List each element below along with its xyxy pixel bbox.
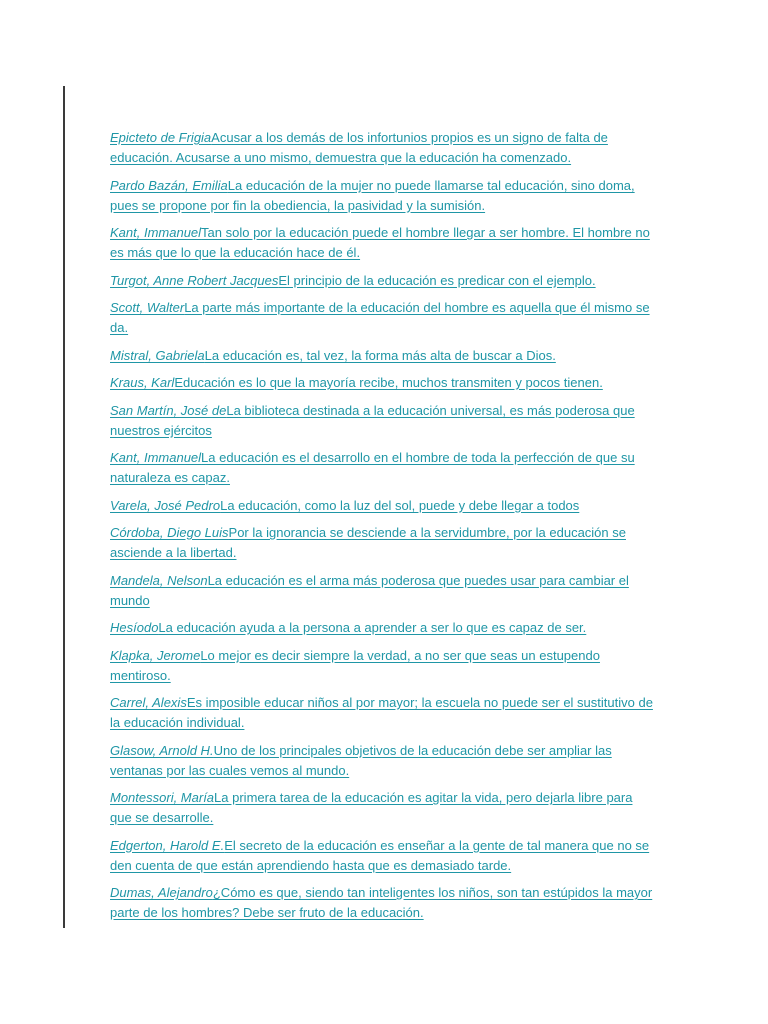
quote-author: Kraus, Karl	[110, 375, 175, 390]
quote-text: Acusar a los demás de los infortunios propios es un signo de falta de educación. Acusarse a uno mismo, demuestra que la educación ha comenzado.	[110, 130, 608, 165]
quote-text: Educación es lo que la mayoría recibe, muchos transmiten y pocos tienen.	[174, 375, 603, 390]
quote-text: La educación de la mujer no puede llamarse tal educación, sino doma, pues se propone por fin la obediencia, la pasividad y la sumisión.	[110, 177, 635, 213]
quote-author: Dumas, Alejandro	[110, 885, 213, 900]
quote-list	[110, 128, 656, 931]
quote-author: Carrel, Alexis	[110, 695, 187, 710]
quote-text: La educación, como la luz del sol, puede y debe llegar a todos	[220, 497, 580, 513]
quote-item[interactable]	[110, 128, 656, 168]
quote-item[interactable]	[110, 271, 656, 291]
quote-text: Lo mejor es decir siempre la verdad, a no ser que seas un estupendo mentiroso.	[110, 647, 600, 683]
quote-author: Kant, Immanuel	[110, 225, 202, 240]
quote-author: Glasow, Arnold H.	[110, 742, 214, 758]
quote-item[interactable]	[110, 693, 656, 733]
quote-text: El principio de la educación es predicar con el ejemplo.	[278, 272, 596, 288]
quote-author: Epicteto de Frigia	[110, 130, 212, 145]
quote-author: Klapka, Jerome	[110, 647, 201, 663]
quote-item[interactable]	[110, 571, 656, 611]
quote-item[interactable]	[110, 618, 656, 638]
quote-author: Mistral, Gabriela	[110, 347, 205, 363]
quote-item[interactable]	[110, 496, 656, 516]
quote-text: Uno de los principales objetivos de la educación debe ser ampliar las ventanas por las cuales vemos al mundo.	[110, 742, 612, 778]
quote-text: La educación es, tal vez, la forma más alta de buscar a Dios.	[204, 347, 556, 363]
quote-text: La primera tarea de la educación es agitar la vida, pero dejarla libre para que se desarrolle.	[110, 790, 633, 825]
quote-author: Hesíodo	[110, 620, 159, 635]
quote-item[interactable]	[110, 223, 656, 263]
quote-item[interactable]	[110, 401, 656, 441]
quote-author: San Martín, José de	[110, 402, 227, 418]
quote-author: Scott, Walter	[110, 300, 185, 315]
quote-item[interactable]	[110, 373, 656, 393]
quote-text: El secreto de la educación es enseñar a la gente de tal manera que no se den cuenta de que están aprendiendo hasta que es demasiado tarde.	[110, 837, 650, 873]
quote-author: Turgot, Anne Robert Jacques	[110, 272, 279, 288]
quote-item[interactable]	[110, 883, 656, 923]
quote-text: Por la ignorancia se desciende a la servidumbre, por la educación se asciende a la libertad.	[110, 525, 626, 560]
quote-item[interactable]	[110, 741, 656, 781]
quote-text: Es imposible educar niños al por mayor; la escuela no puede ser el sustitutivo de la educación individual.	[110, 695, 653, 730]
quote-text: Tan solo por la educación puede el hombre llegar a ser hombre. El hombre no es más que lo que la educación hace de él.	[110, 225, 650, 260]
quote-item[interactable]	[110, 448, 656, 488]
quote-item[interactable]	[110, 346, 656, 366]
quote-author: Varela, José Pedro	[110, 497, 221, 513]
quote-item[interactable]	[110, 523, 656, 563]
quote-author: Edgerton, Harold E.	[110, 837, 225, 853]
quote-author: Montessori, María	[110, 790, 215, 805]
quote-author: Córdoba, Diego Luis	[110, 525, 229, 540]
quote-author: Mandela, Nelson	[110, 572, 208, 588]
quote-item[interactable]	[110, 836, 656, 876]
quote-author: Pardo Bazán, Emilia	[110, 177, 228, 193]
quote-text: La biblioteca destinada a la educación universal, es más poderosa que nuestros ejércitos	[110, 402, 635, 438]
quote-text: ¿Cómo es que, siendo tan inteligentes los niños, son tan estúpidos la mayor parte de los hombres? Debe ser fruto de la educación.	[110, 885, 653, 920]
quote-item[interactable]	[110, 176, 656, 216]
quote-text: La parte más importante de la educación del hombre es aquella que él mismo se da.	[110, 300, 650, 335]
quote-text: La educación es el arma más poderosa que puedes usar para cambiar el mundo	[110, 572, 629, 608]
margin-rule	[63, 86, 65, 928]
quote-item[interactable]	[110, 646, 656, 686]
quote-item[interactable]	[110, 788, 656, 828]
quote-text: La educación ayuda a la persona a aprender a ser lo que es capaz de ser.	[158, 620, 587, 635]
quote-text: La educación es el desarrollo en el hombre de toda la perfección de que su naturaleza es capaz.	[110, 450, 635, 485]
quote-item[interactable]	[110, 298, 656, 338]
quote-author: Kant, Immanuel	[110, 450, 202, 465]
